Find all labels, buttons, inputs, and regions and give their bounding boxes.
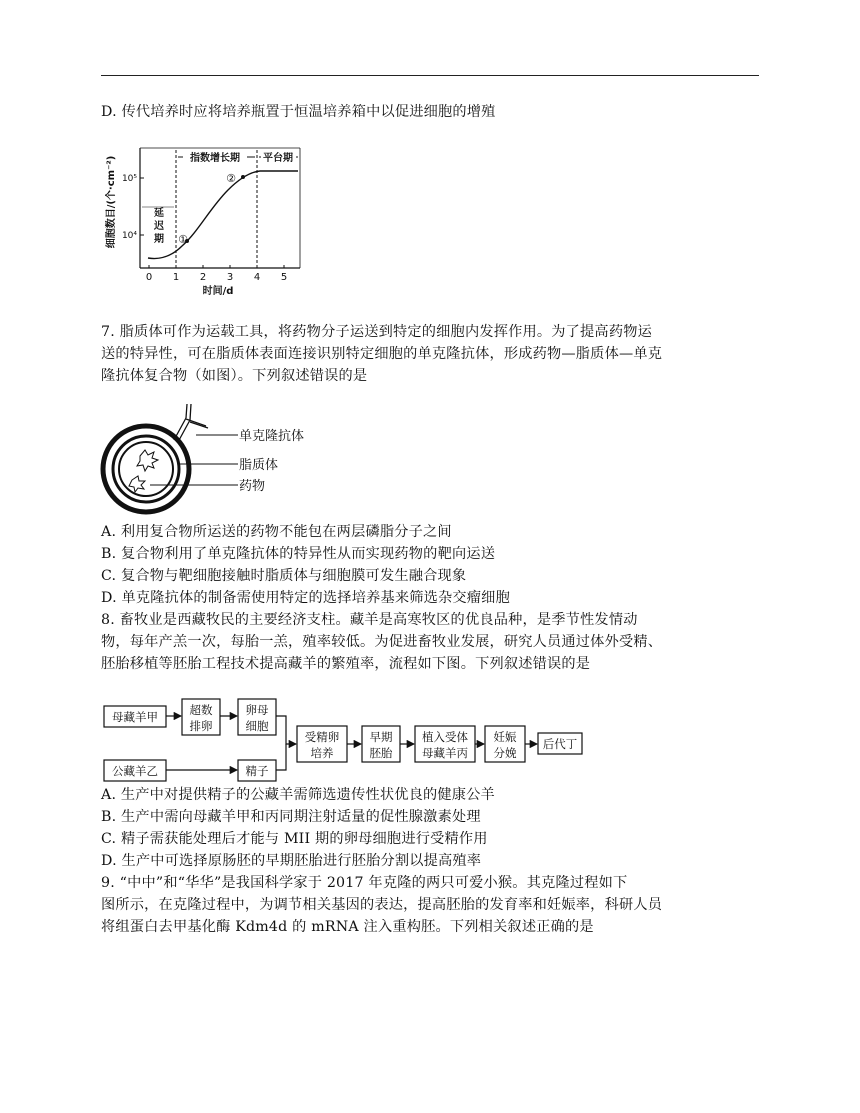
breeding-flowchart <box>100 695 590 785</box>
y-tick-low: 10⁴ <box>121 231 137 241</box>
phase-log-label: 指数增长期 <box>190 153 240 164</box>
x-tick-2: 2 <box>199 272 207 283</box>
flow-ivf-2: 培养 <box>310 746 334 760</box>
q9-stem-line-2: 图所示，在克隆过程中，为调节相关基因的表达，提高胚胎的发育率和妊娠率，科研人员 <box>101 897 663 913</box>
x-tick-0: 0 <box>145 272 153 283</box>
q6-option-d: D. 传代培养时应将培养瓶置于恒温培养箱中以促进细胞的增殖 <box>101 104 496 120</box>
flow-superovulation-2: 排卵 <box>189 719 213 733</box>
y-axis-label: 细胞数目/(个·cm⁻²) <box>106 155 117 249</box>
q9-stem-line-3: 将组蛋白去甲基化酶 Kdm4d 的 mRNA 注入重构胚。下列相关叙述正确的是 <box>101 919 594 935</box>
phase-lag-char-2: 迟 <box>154 221 164 232</box>
flow-female-sheep: 母藏羊甲 <box>112 710 158 724</box>
flow-pregnancy-2: 分娩 <box>493 746 517 760</box>
x-tick-3: 3 <box>226 272 234 283</box>
q7-option-b: B. 复合物利用了单克隆抗体的特异性从而实现药物的靶向运送 <box>101 546 496 562</box>
header-rule <box>101 75 759 76</box>
q7-option-d: D. 单克隆抗体的制备需使用特定的选择培养基来筛选杂交瘤细胞 <box>101 590 510 606</box>
q7-option-c: C. 复合物与靶细胞接触时脂质体与细胞膜可发生融合现象 <box>101 568 467 584</box>
marker-2: ② <box>226 172 236 185</box>
x-axis-label: 时间/d <box>202 286 234 297</box>
phase-plateau-label: 平台期 <box>263 153 293 164</box>
flow-male-sheep: 公藏羊乙 <box>112 764 158 778</box>
flow-oocyte-1: 卵母 <box>245 703 269 717</box>
flow-early-embryo-1: 早期 <box>369 730 393 744</box>
q7-option-a: A. 利用复合物所运送的药物不能包在两层磷脂分子之间 <box>101 524 452 540</box>
flow-pregnancy-1: 妊娠 <box>493 730 517 744</box>
label-drug: 药物 <box>239 479 266 494</box>
y-tick-high: 10⁵ <box>121 174 137 184</box>
q8-option-b: B. 生产中需向母藏羊甲和丙同期注射适量的促性腺激素处理 <box>101 809 481 825</box>
phase-lag-char-3: 期 <box>154 234 164 245</box>
q8-option-d: D. 生产中可选择原肠胚的早期胚胎进行胚胎分割以提高殖率 <box>101 853 482 869</box>
label-liposome: 脂质体 <box>239 458 279 473</box>
flow-ivf-1: 受精卵 <box>304 730 340 744</box>
q8-option-a: A. 生产中对提供精子的公藏羊需筛选遗传性状优良的健康公羊 <box>101 787 495 803</box>
q8-stem-line-2: 物，每年产羔一次，每胎一羔，殖率较低。为促进畜牧业发展，研究人员通过体外受精、 <box>101 634 663 650</box>
q9-stem-line-1: 9. “中中”和“华华”是我国科学家于 2017 年克隆的两只可爱小猴。其克隆过程如下 <box>101 875 628 891</box>
q8-stem-line-1: 8. 畜牧业是西藏牧民的主要经济支柱。藏羊是高寒牧区的优良品种，是季节性发情动 <box>101 612 638 628</box>
q8-stem-line-3: 胚胎移植等胚胎工程技术提高藏羊的繁殖率，流程如下图。下列叙述错误的是 <box>101 656 591 672</box>
label-antibody: 单克隆抗体 <box>239 429 305 444</box>
liposome-complex-figure <box>100 400 330 518</box>
phase-lag-char-1: 延 <box>154 208 164 219</box>
flow-early-embryo-2: 胚胎 <box>369 746 393 760</box>
flow-superovulation-1: 超数 <box>189 703 213 717</box>
flow-sperm: 精子 <box>245 764 269 778</box>
growth-curve <box>148 171 298 259</box>
flow-oocyte-2: 细胞 <box>245 719 269 733</box>
cell-growth-curve-figure <box>100 140 305 298</box>
flow-offspring: 后代丁 <box>542 737 578 751</box>
x-tick-5: 5 <box>280 272 288 283</box>
x-tick-1: 1 <box>172 272 180 283</box>
q7-stem-line-3: 隆抗体复合物（如图）。下列叙述错误的是 <box>101 368 368 384</box>
flow-transfer-1: 植入受体 <box>422 730 468 744</box>
q8-option-c: C. 精子需获能处理后才能与 MII 期的卵母细胞进行受精作用 <box>101 831 488 847</box>
q7-stem-line-1: 7. 脂质体可作为运载工具，将药物分子运送到特定的细胞内发挥作用。为了提高药物运 <box>101 324 652 340</box>
x-tick-4: 4 <box>253 272 261 283</box>
q7-stem-line-2: 送的特异性，可在脂质体表面连接识别特定细胞的单克隆抗体，形成药物—脂质体—单克 <box>101 346 663 362</box>
flow-transfer-2: 母藏羊丙 <box>422 746 468 760</box>
marker-1: ① <box>178 233 188 246</box>
